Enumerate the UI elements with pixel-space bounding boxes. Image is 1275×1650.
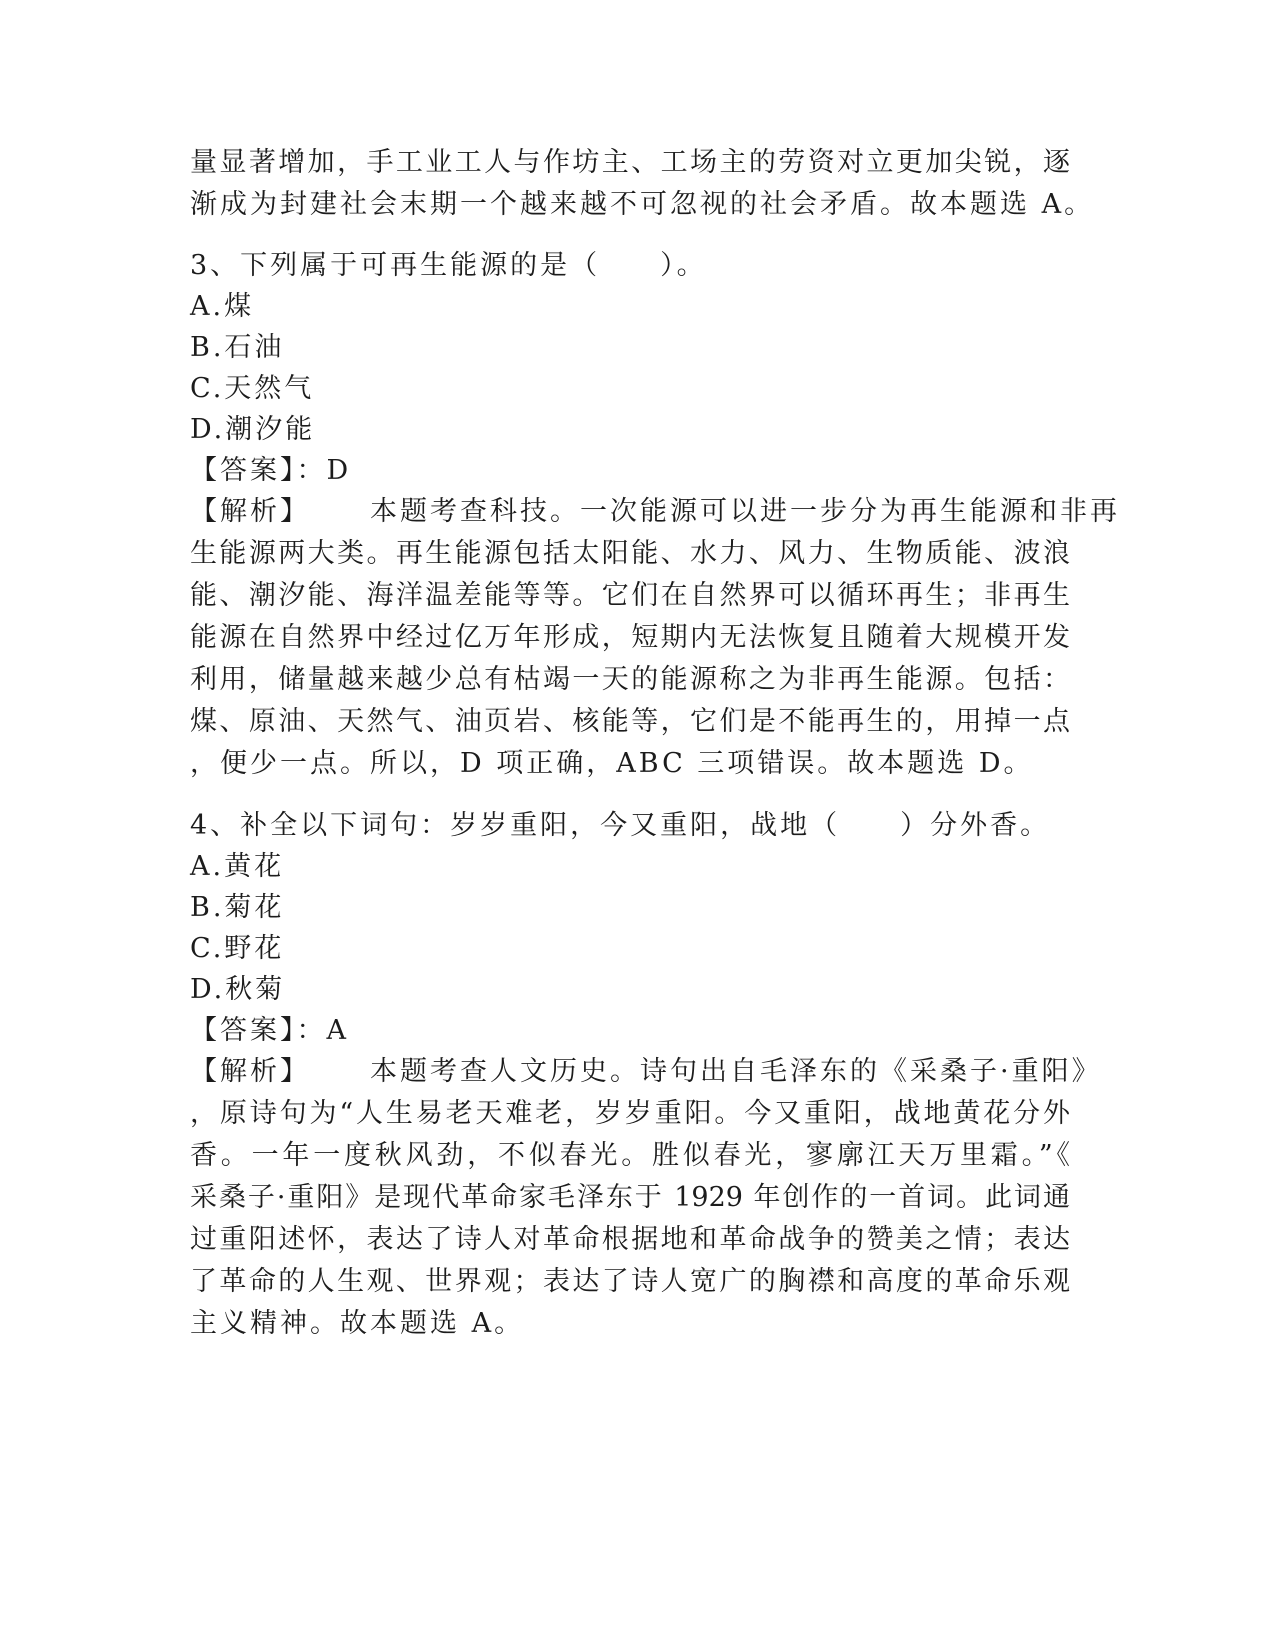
analysis-line: ，原诗句为“人生易老天难老，岁岁重阳。今又重阳，战地黄花分外 [190,1098,1070,1129]
analysis-label: 【解析】 [190,1056,310,1087]
analysis-label: 【解析】 [190,496,310,527]
answer-label: 【答案】： [190,1015,327,1046]
option: C.天然气 [190,373,315,404]
analysis-line [190,1055,1102,1089]
analysis-line: 利用，储量越来越少总有枯竭一天的能源称之为非再生能源。包括： [190,664,1070,695]
question-stem: 3、下列属于可再生能源的是（ ）。 [190,250,707,281]
analysis-line: 能、潮汐能、海洋温差能等等。它们在自然界可以循环再生；非再生 [190,580,1070,611]
analysis-text: 本题考查科技。一次能源可以进一步分为再生能源和非再 [370,496,1120,527]
option: D.秋菊 [190,974,286,1005]
analysis-line: 香。一年一度秋风劲，不似春光。胜似春光，寥廓江天万里霜。”《 [190,1140,1070,1171]
analysis-line: 过重阳述怀，表达了诗人对革命根据地和革命战争的赞美之情；表达 [190,1224,1070,1255]
option: B.菊花 [190,892,285,923]
analysis-line: ，便少一点。所以，D 项正确，ABC 三项错误。故本题选 D。 [190,748,1034,779]
option: A.煤 [190,291,255,322]
option: B.石油 [190,332,285,363]
continuation-line: 渐成为封建社会末期一个越来越不可忽视的社会矛盾。故本题选 A。 [190,189,1095,220]
answer-line [190,1014,1070,1048]
answer-line [190,454,1070,488]
answer-value: D [326,455,352,486]
answer-label: 【答案】： [190,455,327,486]
analysis-line: 采桑子·重阳》是现代革命家毛泽东于 1929 年创作的一首词。此词通 [190,1182,1070,1213]
analysis-line: 生能源两大类。再生能源包括太阳能、水力、风力、生物质能、波浪 [190,538,1070,569]
answer-value: A [326,1015,349,1046]
analysis-line: 煤、原油、天然气、油页岩、核能等，它们是不能再生的，用掉一点 [190,706,1070,737]
analysis-line: 能源在自然界中经过亿万年形成，短期内无法恢复且随着大规模开发 [190,622,1070,653]
analysis-line: 了革命的人生观、世界观；表达了诗人宽广的胸襟和高度的革命乐观 [190,1266,1070,1297]
analysis-line: 主义精神。故本题选 A。 [190,1308,525,1339]
analysis-line [190,495,1120,529]
option: C.野花 [190,933,285,964]
option: A.黄花 [190,851,285,882]
continuation-line: 量显著增加，手工业工人与作坊主、工场主的劳资对立更加尖锐，逐 [190,147,1070,178]
option: D.潮汐能 [190,414,316,445]
question-stem: 4、补全以下词句：岁岁重阳，今又重阳，战地（ ）分外香。 [190,810,1051,841]
analysis-text: 本题考查人文历史。诗句出自毛泽东的《采桑子·重阳》 [370,1056,1102,1087]
